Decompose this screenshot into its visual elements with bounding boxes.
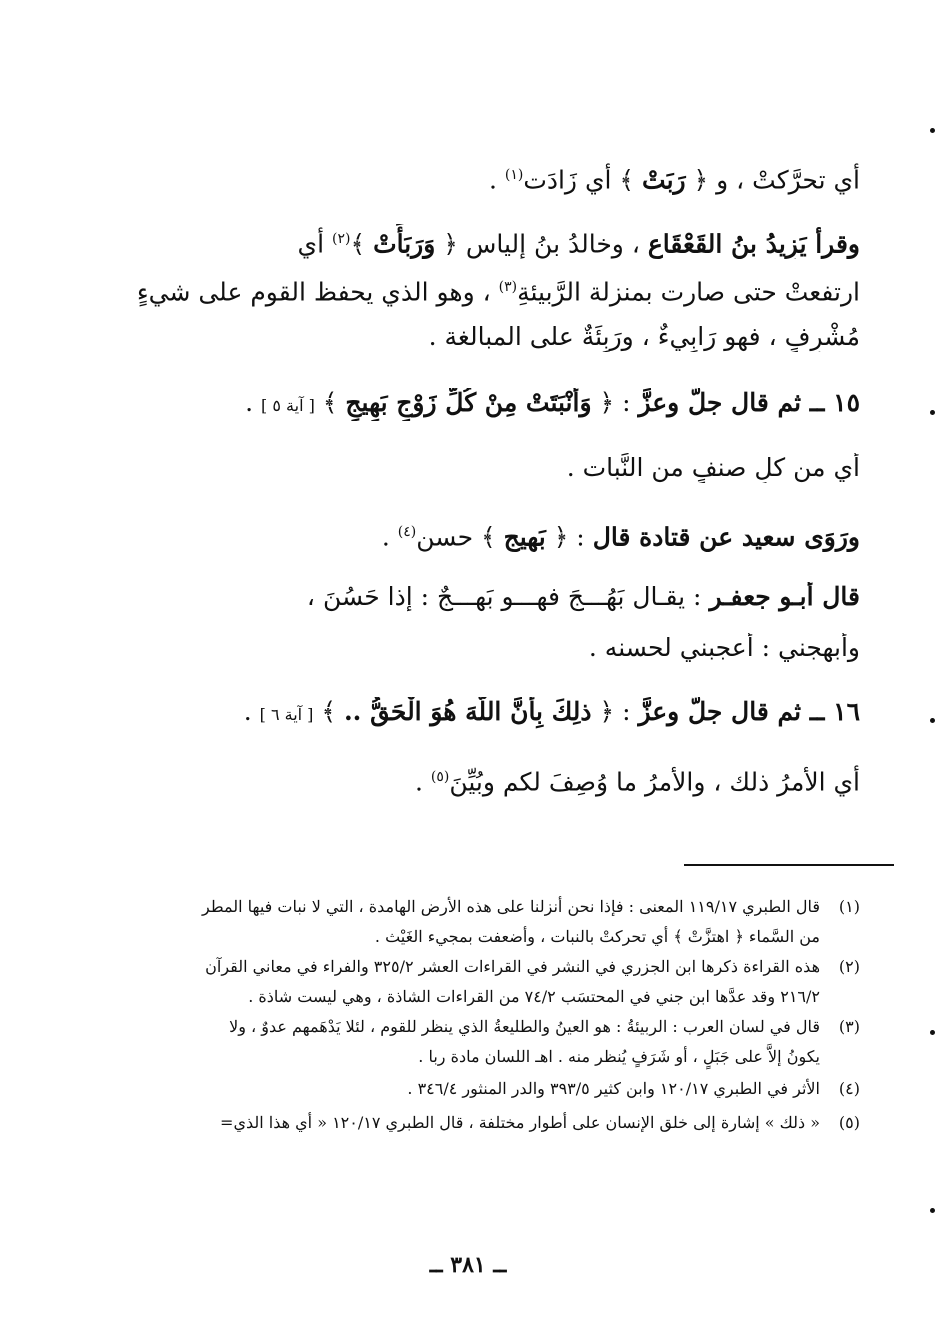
edge-mark — [930, 1208, 935, 1213]
text-span: ، وهو الذي يحفظ القوم على شيءٍ — [136, 277, 499, 307]
bold-phrase: قال أبـو جعفـر — [709, 582, 860, 611]
footnote-text — [82, 952, 820, 1012]
body-line — [100, 160, 860, 195]
footnote — [82, 1012, 860, 1072]
footnote-text — [82, 1108, 820, 1138]
text-span: ﴾ حسن — [416, 522, 504, 552]
footnote-text — [82, 892, 820, 952]
text-span: وأبهجني : أعجبني لحسنه . — [588, 633, 860, 662]
bold-phrase: ١٦ ــ ثم قال جلَّ وعزَّ — [638, 697, 860, 726]
body-line — [100, 697, 860, 730]
text-span: . — [414, 767, 431, 797]
text-span: أي من كلِ صنفٍ من النَّبات . — [566, 453, 860, 482]
text-span: أي — [297, 229, 332, 259]
footnote-number: (٥) — [838, 1113, 860, 1132]
footnote-text — [82, 1012, 820, 1072]
footnote-number: (٢) — [838, 957, 860, 976]
text-span: : ﴿ — [591, 388, 639, 417]
text-span: . — [381, 522, 398, 552]
footnote — [82, 1108, 860, 1138]
bold-phrase: رَبَتْ — [642, 165, 686, 195]
text-span: [ آية ٦ ] — [259, 705, 314, 724]
text-span: . — [243, 697, 260, 726]
footnote — [82, 1074, 860, 1104]
body-line — [100, 322, 860, 352]
text-span: : ﴿ — [591, 697, 639, 726]
footnote-text — [82, 1074, 820, 1104]
body-line — [100, 453, 860, 483]
footnote-ref: (٣) — [498, 279, 518, 295]
text-span: ﴾ — [350, 229, 374, 259]
body-line — [100, 224, 860, 259]
body-line — [100, 582, 860, 612]
text-span: ﴾ — [313, 697, 344, 726]
footnote-number: (٣) — [838, 1017, 860, 1036]
edge-mark — [930, 410, 935, 415]
bold-phrase: وَأَنْبَتَتْ مِنْ كُلِّ زَوْجٍ بَهِيجٍ — [345, 388, 592, 417]
text-span: : ﴿ — [545, 522, 593, 552]
footnote — [82, 892, 860, 952]
body-line — [100, 272, 860, 307]
text-span: أي تحرَّكتْ ، و ﴿ — [685, 165, 860, 195]
text-span: : يقـال بَهُـــجَ فهـــو بَهِـــجٌ : إذا حَسُنَ ، — [306, 582, 710, 611]
body-line — [100, 517, 860, 552]
text-span: ، وخالدُ بنُ إلياس ﴿ — [435, 229, 648, 259]
body-line — [100, 388, 860, 421]
footnote-number: (٤) — [838, 1079, 860, 1098]
text-span: ﴾ أي زَادَت — [523, 165, 643, 195]
edge-mark — [930, 718, 935, 723]
text-span: أي الأمرُ ذلك ، والأمرُ ما وُصِفَ لكم وبُيِّنَ — [449, 767, 860, 797]
footnote-number: (١) — [838, 897, 860, 916]
text-span: [ آية ٥ ] — [261, 396, 315, 415]
text-span: ارتفعتْ حتى صارت بمنزلة الرَّبيئةِ — [517, 277, 860, 307]
footnote-line: يكونُ إلاَّ على جَبَلٍ ، أو شَرَفٍ يُنظر منه . اهـ اللسان مادة ربا . — [418, 1047, 820, 1066]
bold-phrase: ذلِكَ بِأَنَّ اللَّهَ هُوَ الْحَقُّ .. — [343, 697, 592, 726]
text-span: ﴾ — [314, 388, 346, 417]
footnote-ref: (١) — [504, 167, 524, 183]
text-span: مُشْرِفٍ ، فهو رَابِيءٌ ، ورَبِئَةٌ على المبالغة . — [428, 322, 860, 351]
footnote-ref: (٤) — [397, 524, 417, 540]
bold-phrase: وَرَبَأَتْ — [373, 229, 436, 259]
footnote-line: من السَّماء ﴿ اهتزَّتْ ﴾ أي تحركتْ بالنبات ، وأضعفت بمجيء الغَيْث . — [374, 927, 820, 946]
text-span: . — [488, 165, 505, 195]
footnote-line: هذه القراءة ذكرها ابن الجزري في النشر في القراءات العشر ٣٢٥/٢ والفراء في معاني القرآن — [205, 957, 820, 976]
footnotes — [82, 892, 860, 1138]
footnote — [82, 952, 860, 1012]
body-line — [100, 633, 860, 663]
footnote-line: ٢١٦/٢ وقد عدَّها ابن جني في المحتسَب ٧٤/٢ من القراءات الشاذة ، وهي ليست شاذة . — [248, 987, 820, 1006]
edge-mark — [930, 128, 935, 133]
footnote-line: قال في لسان العرب : الربيئةُ : هو العينُ والطليعةُ الذي ينظر للقوم ، لئلا يَدْهَمهم عدوٌ ، ولا — [229, 1017, 820, 1036]
edge-mark — [930, 1030, 935, 1035]
page-number: ــ ٣٨١ ــ — [429, 1252, 507, 1278]
bold-phrase: وقرأ يَزِيدُ بنُ القَعْقَاعِ — [647, 229, 860, 259]
footnote-ref: (٥) — [430, 769, 450, 785]
bold-phrase: ١٥ ــ ثم قال جلَّ وعزَّ — [638, 388, 860, 417]
bold-phrase: ورَوَى سعيد عن قتادة قال — [592, 522, 860, 552]
text-span: . — [245, 388, 262, 417]
footnote-ref: (٢) — [331, 231, 351, 247]
footnote-line: قال الطبري ١١٩/١٧ المعنى : فإذا نحن أنزلنا على هذه الأرض الهامدة ، التي لا نبات فيها المطر — [201, 897, 820, 916]
bold-phrase: بَهِيج — [503, 522, 546, 552]
footnote-line: « ذلك » إشارة إلى خلق الإنسان على أطوار مختلفة ، قال الطبري ١٢٠/١٧ « أي هذا الذي= — [220, 1113, 820, 1132]
footnote-separator — [684, 864, 894, 866]
body-line — [100, 762, 860, 797]
footnote-line: الأثر في الطبري ١٢٠/١٧ وابن كثير ٣٩٣/٥ والدر المنثور ٣٤٦/٤ . — [407, 1079, 820, 1098]
